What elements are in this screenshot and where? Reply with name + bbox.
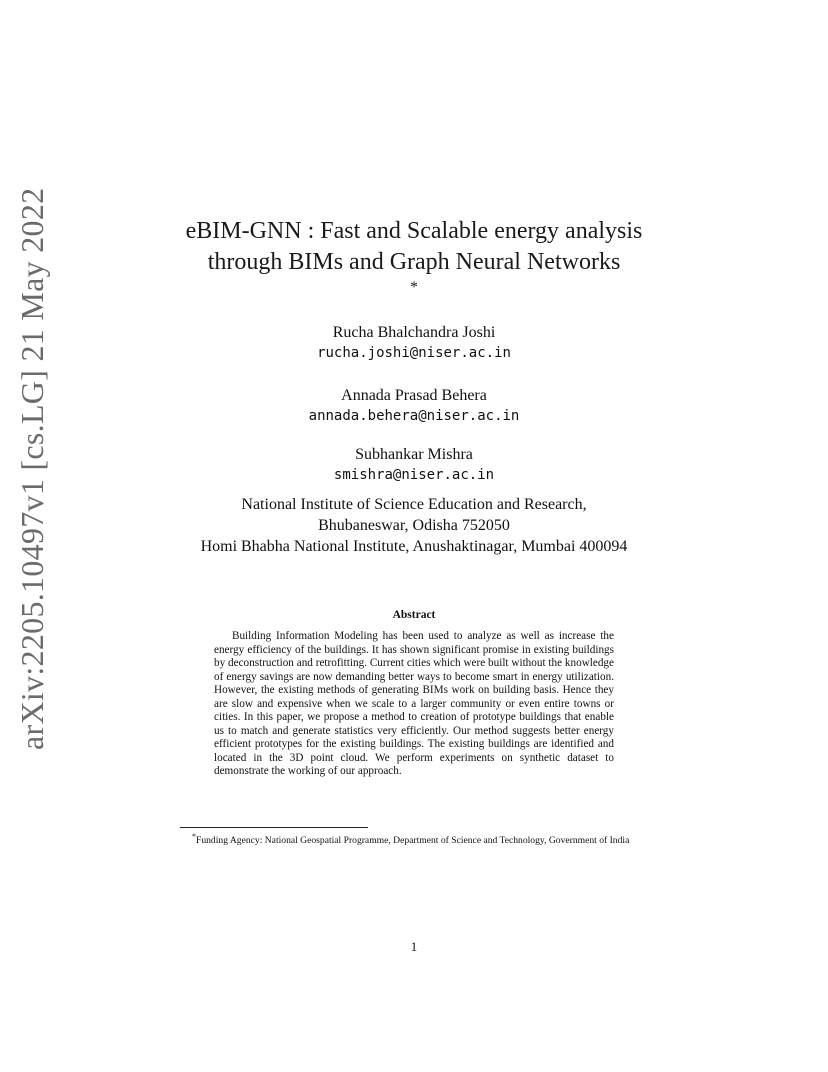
author-email[interactable]: rucha.joshi@niser.ac.in	[317, 345, 511, 361]
author-email[interactable]: smishra@niser.ac.in	[333, 467, 495, 483]
author-block	[100, 444, 728, 486]
footnote	[180, 831, 648, 848]
abstract-heading: Abstract	[392, 609, 436, 621]
title-line-1: eBIM-GNN : Fast and Scalable energy analysis	[185, 218, 643, 244]
footnote-divider	[180, 827, 368, 828]
author-block	[100, 322, 728, 364]
paper-title	[100, 216, 728, 296]
author-block	[100, 385, 728, 427]
footnote-text: Funding Agency: National Geospatial Programme, Department of Science and Technology, Government of India	[196, 835, 630, 847]
affiliation-block	[100, 494, 728, 557]
author-email[interactable]: annada.behera@niser.ac.in	[308, 408, 520, 424]
footnote-mark: *	[192, 832, 196, 841]
affiliation-line-3: Homi Bhabha National Institute, Anushaktinagar, Mumbai 400094	[200, 538, 628, 555]
page-number: 1	[410, 939, 418, 954]
footnote-text-wrapper	[180, 831, 648, 848]
affiliation-line-2: Bhubaneswar, Odisha 752050	[318, 517, 510, 534]
author-name: Rucha Bhalchandra Joshi	[332, 324, 496, 341]
abstract-text: Building Information Modeling has been used to analyze as well as increase the energy efficiency of the buildings. It has shown significant promise in existing buildings by deconstruction and retrofitting. Current cities which were built without the knowledge of energy savings are now demanding better ways to become smart in energy utilization. However, the existing methods of generating BIMs work on building basis. Hence they are slow and expensive when we scale to a larger community or even entire towns or cities. In this paper, we propose a method to creation of prototype buildings that enable us to match and generate statistics very efficiently. Our method suggests better energy efficient prototypes for the existing buildings. The existing buildings are identified and located in the 3D point cloud. We perform experiments on synthetic dataset to demonstrate the working of our approach.	[214, 630, 614, 777]
author-name: Annada Prasad Behera	[341, 387, 487, 404]
affiliation-line-1: National Institute of Science Education and Research,	[241, 496, 587, 513]
arxiv-identifier-stamp: arXiv:2205.10497v1 [cs.LG] 21 May 2022	[14, 187, 50, 750]
title-footnote-mark: *	[410, 279, 418, 296]
author-name: Subhankar Mishra	[355, 446, 473, 463]
title-line-2: through BIMs and Graph Neural Networks	[207, 249, 621, 275]
